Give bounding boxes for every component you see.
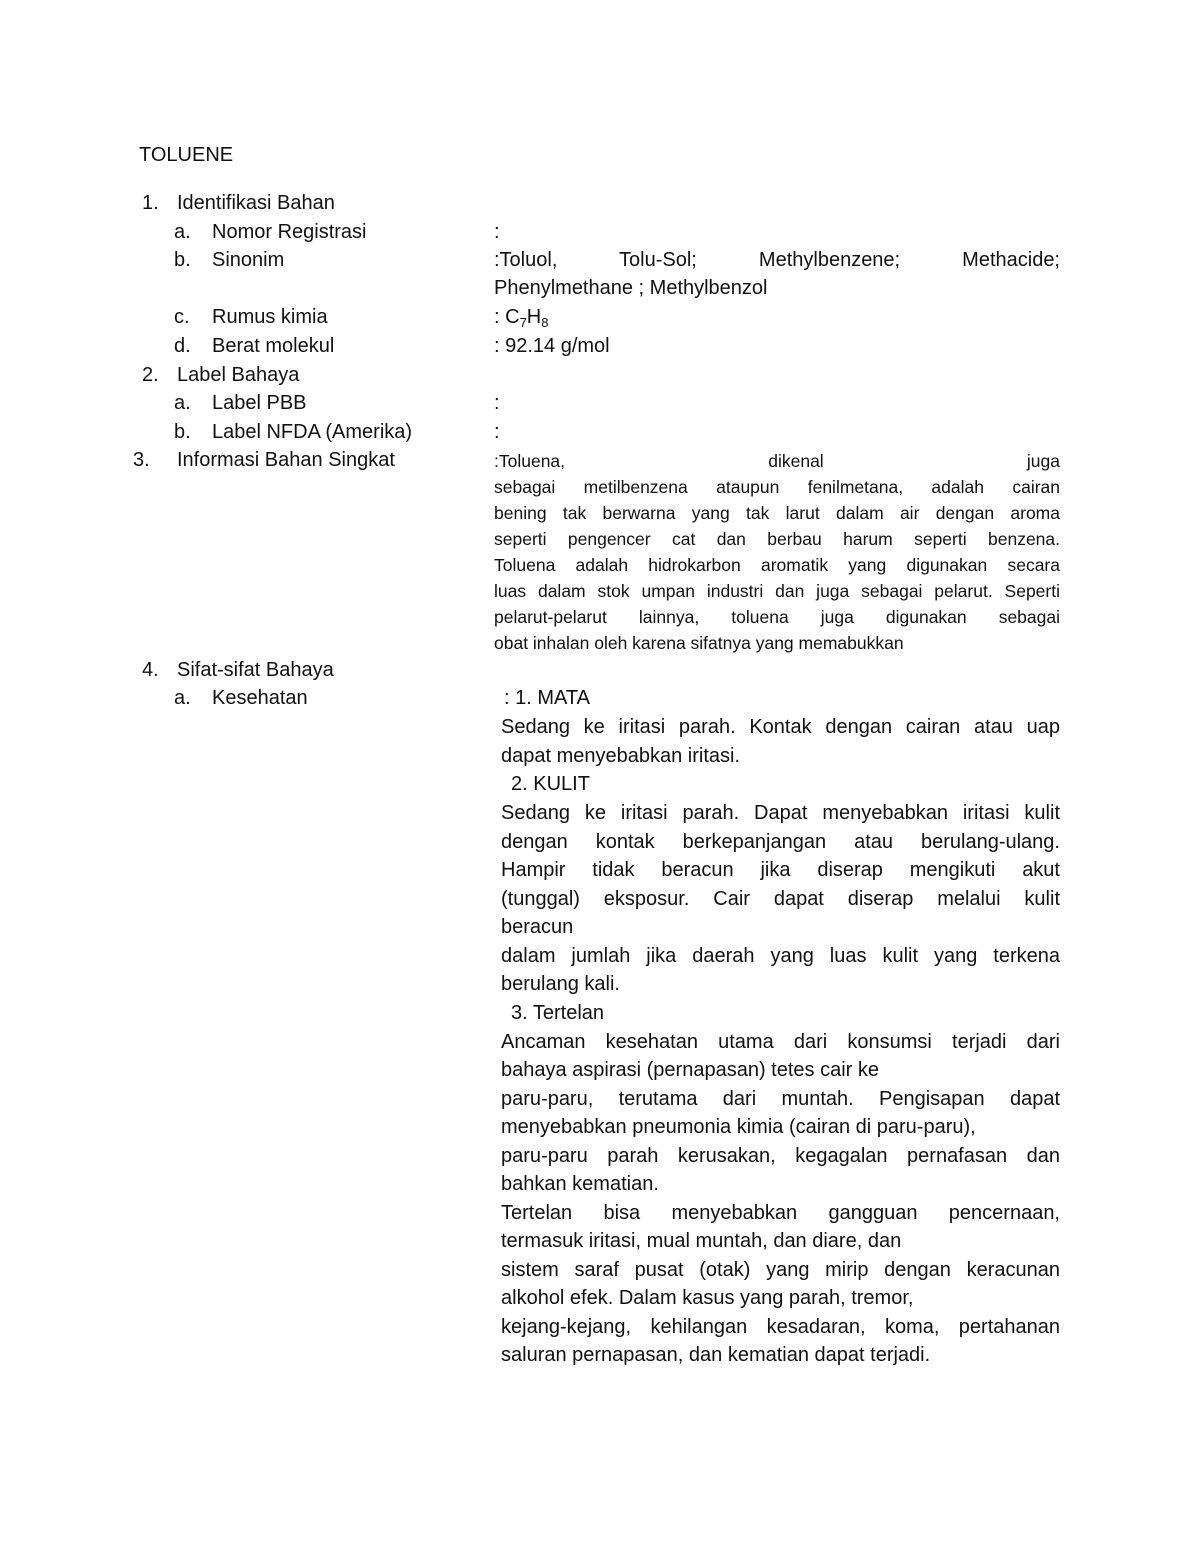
- paragraph-line: obat inhalan oleh karena sifatnya yang memabukkan: [494, 633, 904, 653]
- paragraph-line: paru-paru, terutama dari muntah. Pengisapan dapat: [501, 1088, 1060, 1110]
- paragraph-line: luas dalam stok umpan industri dan juga sebagai pelarut. Seperti: [494, 581, 1060, 601]
- item-letter: d.: [174, 335, 191, 357]
- paragraph-line: sebagai metilbenzena ataupun fenilmetana, adalah cairan: [494, 477, 1060, 497]
- section-heading: Informasi Bahan Singkat: [177, 449, 395, 471]
- formula-subscript: 8: [541, 315, 549, 330]
- item-label: Sinonim: [212, 249, 285, 271]
- paragraph-line: dengan kontak berkepanjangan atau berulang-ulang.: [501, 831, 1060, 853]
- item-label: Label NFDA (Amerika): [212, 421, 413, 443]
- paragraph-line: Sedang ke iritasi parah. Dapat menyebabkan iritasi kulit: [501, 802, 1060, 824]
- item-value: :Toluol, Tolu-Sol; Methylbenzene; Methacide;: [494, 249, 1060, 271]
- item-letter: b.: [174, 421, 191, 443]
- paragraph-line: beracun: [501, 916, 574, 938]
- paragraph-line: Hampir tidak beracun jika diserap mengikuti akut: [501, 859, 1060, 881]
- paragraph-line: berulang kali.: [501, 973, 620, 995]
- subsection-heading: 3. Tertelan: [511, 1002, 605, 1024]
- paragraph-line: (tunggal) eksposur. Cair dapat diserap melalui kulit: [501, 888, 1060, 910]
- paragraph-line: dapat menyebabkan iritasi.: [501, 745, 741, 767]
- item-letter: c.: [174, 306, 190, 328]
- document-title: TOLUENE: [139, 144, 234, 166]
- section-number: 4.: [142, 659, 159, 681]
- item-letter: a.: [174, 221, 191, 243]
- paragraph-line: bahaya aspirasi (pernapasan) tetes cair ke: [501, 1059, 879, 1081]
- formula-subscript: 7: [519, 315, 527, 330]
- formula-element: H: [526, 306, 542, 328]
- paragraph-line: Sedang ke iritasi parah. Kontak dengan cairan atau uap: [501, 716, 1060, 738]
- item-value: : 92.14 g/mol: [494, 335, 610, 357]
- section-heading: Label Bahaya: [177, 364, 300, 386]
- section-heading: Sifat-sifat Bahaya: [177, 659, 334, 681]
- paragraph-line: sistem saraf pusat (otak) yang mirip dengan keracunan: [501, 1259, 1060, 1281]
- paragraph-line: termasuk iritasi, mual muntah, dan diare, dan: [501, 1230, 902, 1252]
- item-value: :: [494, 221, 500, 243]
- item-letter: a.: [174, 392, 191, 414]
- paragraph-line: saluran pernapasan, dan kematian dapat terjadi.: [501, 1344, 931, 1366]
- item-label: Berat molekul: [212, 335, 335, 357]
- paragraph-line: :Toluena, dikenal juga: [494, 451, 1060, 471]
- paragraph-line: Ancaman kesehatan utama dari konsumsi terjadi dari: [501, 1031, 1060, 1053]
- formula-prefix: : C: [494, 306, 520, 328]
- paragraph-line: bahkan kematian.: [501, 1173, 659, 1195]
- item-value: :: [494, 392, 500, 414]
- item-letter: b.: [174, 249, 191, 271]
- item-value-continuation: Phenylmethane ; Methylbenzol: [494, 277, 768, 299]
- section-heading: Identifikasi Bahan: [177, 192, 335, 214]
- section-number: 1.: [142, 192, 159, 214]
- paragraph-line: seperti pengencer cat dan berbau harum seperti benzena.: [494, 529, 1060, 549]
- section-number: 3.: [133, 449, 150, 471]
- paragraph-line: alkohol efek. Dalam kasus yang parah, tremor,: [501, 1287, 914, 1309]
- item-label: Kesehatan: [212, 687, 308, 709]
- item-label: Nomor Registrasi: [212, 221, 367, 243]
- item-label: Label PBB: [212, 392, 307, 414]
- paragraph-line: bening tak berwarna yang tak larut dalam air dengan aroma: [494, 503, 1060, 523]
- paragraph-line: paru-paru parah kerusakan, kegagalan pernafasan dan: [501, 1145, 1060, 1167]
- paragraph-line: menyebabkan pneumonia kimia (cairan di paru-paru),: [501, 1116, 976, 1138]
- paragraph-line: kejang-kejang, kehilangan kesadaran, koma, pertahanan: [501, 1316, 1060, 1338]
- section-number: 2.: [142, 364, 159, 386]
- subsection-heading: : 1. MATA: [504, 687, 590, 709]
- chemical-formula: [494, 305, 548, 329]
- subsection-heading: 2. KULIT: [511, 773, 590, 795]
- item-letter: a.: [174, 687, 191, 709]
- paragraph-line: Toluena adalah hidrokarbon aromatik yang digunakan secara: [494, 555, 1060, 575]
- paragraph-line: Tertelan bisa menyebabkan gangguan pencernaan,: [501, 1202, 1060, 1224]
- item-label: Rumus kimia: [212, 306, 328, 328]
- paragraph-line: pelarut-pelarut lainnya, toluena juga digunakan sebagai: [494, 607, 1060, 627]
- item-value: :: [494, 421, 500, 443]
- paragraph-line: dalam jumlah jika daerah yang luas kulit yang terkena: [501, 945, 1060, 967]
